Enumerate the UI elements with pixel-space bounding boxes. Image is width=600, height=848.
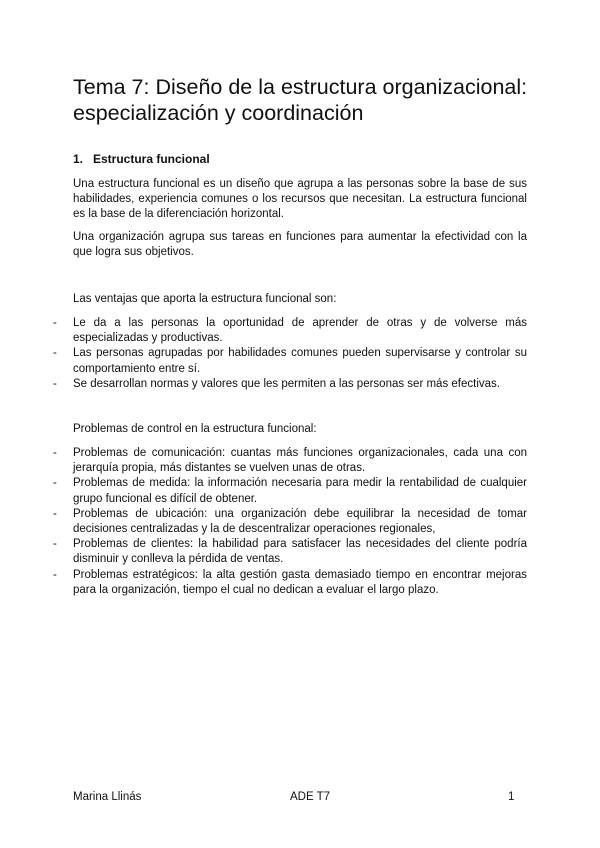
list-item — [0, 346, 527, 376]
bullet-dash: - — [53, 317, 57, 329]
list-item-text: Problemas estratégicos: la alta gestión gasta demasiado tiempo en encontrar mejoras para la organización, tiempo el cual no dedican a evaluar el largo plazo. — [73, 568, 527, 596]
list-item-text: Le da a las personas la oportunidad de aprender de otras y de volverse más especializadas y productivas. — [73, 317, 527, 345]
bullet-dash: - — [53, 347, 57, 360]
list-item-text: Problemas de medida: la información necesaria para medir la rentabilidad de cualquier grupo funcional es difícil de obtener. — [73, 477, 527, 505]
page-title: Tema 7: Diseño de la estructura organizacional: especialización y coordinación — [73, 75, 528, 125]
list-item — [0, 377, 527, 392]
advantages-list — [0, 316, 527, 392]
section-number: 1. — [73, 152, 84, 166]
footer-page-number: 1 — [508, 791, 515, 803]
paragraph-definition: Una estructura funcional es un diseño que agrupa a las personas sobre la base de sus habilidades, experiencia comunes o los recursos que necesitan. La estructura funcional es la base de la diferenciación horizontal. — [73, 178, 527, 221]
list-item — [0, 446, 527, 476]
list-item-text: Problemas de clientes: la habilidad para satisfacer las necesidades del cliente podría disminuir y conlleva la pérdida de ventas. — [73, 538, 527, 566]
bullet-dash: - — [53, 538, 57, 551]
list-item-text: Problemas de ubicación: una organización debe equilibrar la necesidad de tomar decisiones centralizadas y la de descentralizar operaciones regionales, — [73, 507, 527, 536]
bullet-dash: - — [53, 377, 57, 390]
section-heading-text: Estructura funcional — [93, 152, 210, 166]
list-item — [0, 507, 527, 537]
paragraph-grouping: Una organización agrupa sus tareas en funciones para aumentar la efectividad con la que logra sus objetivos. — [73, 231, 527, 259]
list-item-text: Problemas de comunicación: cuantas más funciones organizacionales, cada una con jerarquía propia, más distantes se vuelven unas de otras. — [73, 447, 527, 475]
bullet-dash: - — [53, 568, 57, 581]
problems-list — [0, 446, 527, 598]
section-heading — [73, 152, 210, 166]
advantages-intro: Las ventajas que aporta la estructura funcional son: — [73, 293, 337, 305]
list-item — [0, 476, 527, 506]
bullet-dash: - — [53, 507, 57, 520]
list-item — [0, 316, 527, 346]
problems-intro: Problemas de control en la estructura funcional: — [73, 423, 317, 435]
bullet-dash: - — [53, 447, 57, 459]
bullet-dash: - — [53, 477, 57, 490]
list-item-text: Las personas agrupadas por habilidades comunes pueden supervisarse y controlar su comportamiento entre sí. — [73, 347, 527, 375]
list-item — [0, 537, 527, 567]
list-item — [0, 568, 527, 598]
list-item-text: Se desarrollan normas y valores que les permiten a las personas ser más efectivas. — [73, 377, 500, 390]
footer-author: Marina Llinás — [73, 791, 142, 803]
footer-course: ADE T7 — [290, 791, 331, 803]
